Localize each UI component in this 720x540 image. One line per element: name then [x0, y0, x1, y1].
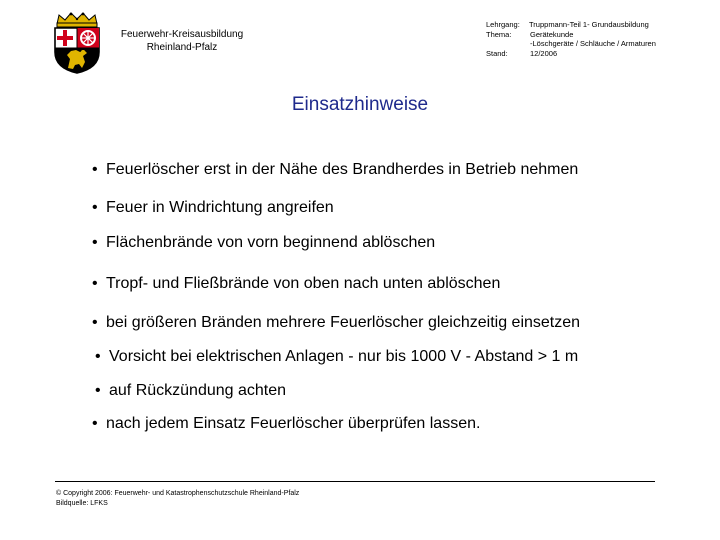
course-value: Truppmann-Teil 1- Grundausbildung [529, 20, 649, 29]
wheel-icon [77, 28, 99, 48]
subtopic-label [486, 39, 530, 49]
lion-icon [55, 48, 99, 73]
crown-icon [57, 13, 97, 27]
organisation-name [112, 28, 252, 54]
copyright-text: © Copyright 2006: Feuerwehr- und Katastrophenschutzschule Rheinland-Pfalz [56, 490, 300, 497]
bullet-text: bei größeren Bränden mehrere Feuerlöscher gleichzeitig einsetzen [106, 314, 581, 331]
bullet-marker: • [92, 415, 98, 432]
course-row [486, 20, 716, 30]
bullet-marker: • [95, 348, 101, 365]
footer [56, 489, 299, 509]
bullet-text: auf Rückzündung achten [109, 382, 287, 399]
bullet-marker: • [92, 234, 98, 251]
bullet-item [92, 414, 480, 434]
status-label: Stand: [486, 48, 508, 58]
bullet-marker: • [95, 382, 101, 399]
subtopic-row [486, 39, 716, 49]
coat-of-arms-logo [52, 12, 102, 74]
bullet-marker: • [92, 275, 98, 292]
bullet-item [95, 347, 578, 367]
bullet-text: Flächenbrände von vorn beginnend ablöschen [106, 234, 436, 251]
bullet-item [92, 198, 334, 218]
course-info [486, 20, 716, 58]
slide-title: Einsatzhinweise [291, 94, 429, 115]
bullet-item [95, 381, 286, 401]
bullet-marker: • [92, 314, 98, 331]
bullet-item [92, 274, 500, 294]
subtopic-value: -Löschgeräte / Schläuche / Armaturen [530, 39, 656, 48]
organisation-line: Rheinland-Pfalz [146, 42, 218, 53]
bullet-marker: • [92, 199, 98, 216]
image-source-text: Bildquelle: LFKS [56, 500, 108, 507]
topic-row [486, 30, 716, 40]
course-label: Lehrgang: [486, 20, 520, 29]
bullet-item [92, 160, 578, 180]
topic-label: Thema: [486, 29, 512, 39]
status-row [486, 49, 716, 59]
footer-divider [55, 481, 655, 482]
bullet-text: Vorsicht bei elektrischen Anlagen - nur bis 1000 V - Abstand > 1 m [109, 348, 579, 365]
bullet-item [92, 313, 580, 333]
bullet-text: Feuer in Windrichtung angreifen [106, 199, 334, 216]
bullet-text: nach jedem Einsatz Feuerlöscher überprüfen lassen. [106, 415, 481, 432]
organisation-line: Feuerwehr-Kreisausbildung [120, 29, 244, 40]
bullet-item [92, 233, 435, 253]
status-value: 12/2006 [530, 48, 558, 58]
topic-value: Gerätekunde [530, 29, 574, 39]
bullet-text: Tropf- und Fließbrände von oben nach unten ablöschen [106, 275, 501, 292]
bullet-marker: • [92, 161, 98, 178]
bullet-text: Feuerlöscher erst in der Nähe des Brandherdes in Betrieb nehmen [106, 161, 579, 178]
